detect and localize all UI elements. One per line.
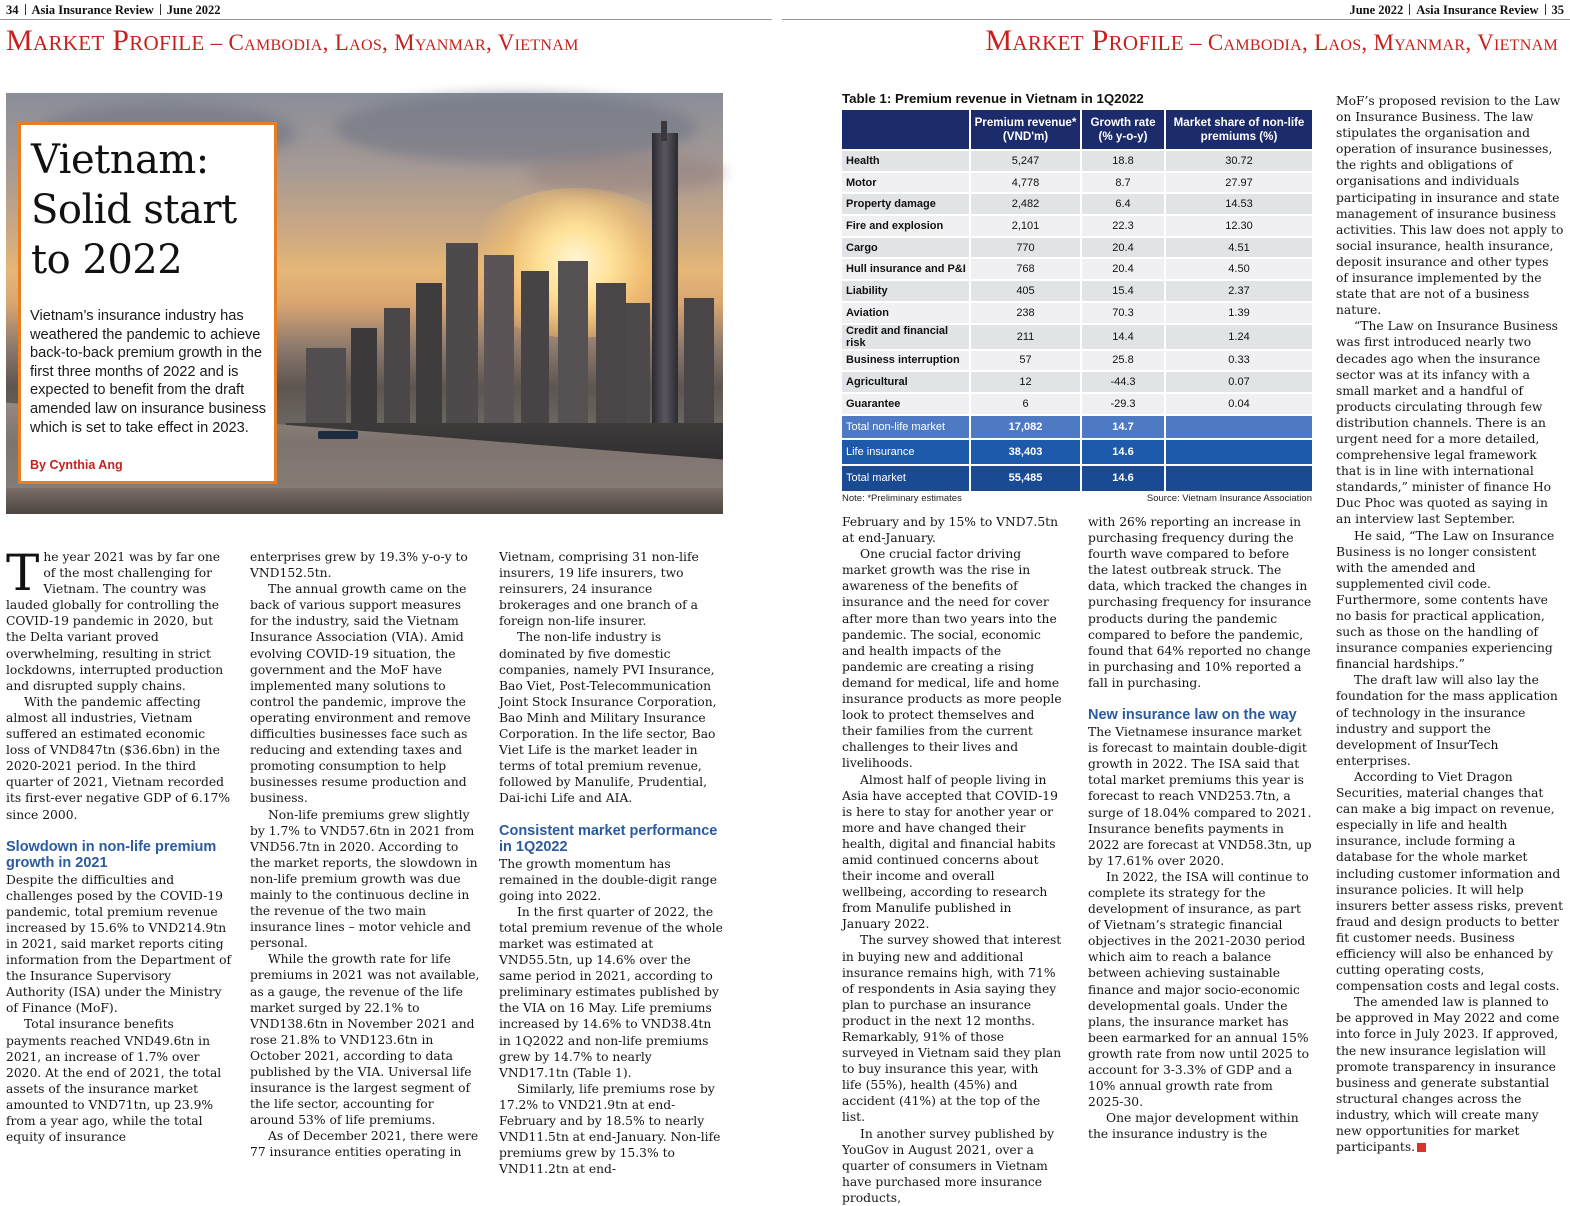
table-cell: 6 xyxy=(970,393,1081,415)
section-title-right: Market Profile – Cambodia, Laos, Myanmar, Vietnam xyxy=(985,24,1558,57)
table-cell: 38,403 xyxy=(970,439,1081,465)
text-column-5 xyxy=(1088,514,1312,1142)
table-cell: 22.3 xyxy=(1081,215,1165,237)
row-label-cell: Health xyxy=(842,150,970,172)
table-cell: 15.4 xyxy=(1081,280,1165,302)
section-title-left: Market Profile – Cambodia, Laos, Myanmar, Vietnam xyxy=(6,24,579,57)
page-number: 35 xyxy=(1551,3,1564,17)
folio-right xyxy=(1349,3,1564,18)
row-label-cell: Life insurance xyxy=(842,439,970,465)
row-label-cell: Guarantee xyxy=(842,393,970,415)
paragraph: he year 2021 was by far one of the most challenging for Vietnam. The country was lauded globally for controlling the COVID-19 pandemic in 2020, but the Delta variant proved overwhelming, resulting in strict lockdowns, interrupted production and disrupted supply chains. xyxy=(6,550,224,693)
paragraph: February and by 15% to VND7.5tn at end-January. xyxy=(842,515,1059,546)
table-cell: 238 xyxy=(970,302,1081,324)
table-cell: 1.24 xyxy=(1165,324,1312,350)
row-label-cell: Total market xyxy=(842,465,970,491)
table-row xyxy=(842,150,1312,172)
paragraph: enterprises grew by 19.3% y-o-y to VND152.5tn. xyxy=(250,550,468,581)
table-header-cell xyxy=(842,110,970,150)
row-label-cell: Motor xyxy=(842,172,970,194)
top-rule-right xyxy=(782,19,1570,20)
paragraph: The non-life industry is dominated by five domestic companies, namely PVI Insurance, Bao Viet, Post-Telecommunication Joint Stock Insurance Corporation, Bao Minh and Military Insurance Corporation. In the life sector, Bao Viet Life is the market leader in terms of total premium revenue, followed by Manulife, Prudential, Dai-ichi Life and AIA. xyxy=(499,630,717,806)
row-label-cell: Total non-life market xyxy=(842,415,970,439)
article-headline: Vietnam: Solid start to 2022 xyxy=(31,137,237,283)
table-source: Source: Vietnam Insurance Association xyxy=(1146,493,1312,504)
table-cell: 2,101 xyxy=(970,215,1081,237)
table-row xyxy=(842,172,1312,194)
table-cell: 20.4 xyxy=(1081,258,1165,280)
table-cell: 14.6 xyxy=(1081,465,1165,491)
paragraph: As of December 2021, there were 77 insurance entities operating in xyxy=(250,1129,479,1160)
row-label-cell: Aviation xyxy=(842,302,970,324)
paragraph: One crucial factor driving market growth was the rise in awareness of the benefits of insurance and the need for cover after more than two years into the pandemic. The social, economic and health impacts of the pandemic are creating a rising demand for medical, life and home insurance products as more people look to protect themselves and their families from the current challenges to their lives and livelihoods. xyxy=(842,547,1062,771)
table-cell: -29.3 xyxy=(1081,393,1165,415)
paragraph: Despite the difficulties and challenges posed by the COVID-19 pandemic, total premium revenue increased by 15.6% to VND214.9tn in 2021, said market reports citing information from the Department of the Insurance Supervisory Authority (ISA) under the Ministry of Finance (MoF). xyxy=(6,872,232,1016)
table-title: Table 1: Premium revenue in Vietnam in 1Q2022 xyxy=(842,91,1144,106)
top-rule-left xyxy=(0,19,772,20)
table-row xyxy=(842,393,1312,415)
paragraph: In 2022, the ISA will continue to complete its strategy for the development of insurance, as part of Vietnam’s strategic financial objectives in the 2021-2030 period which aim to reach a balance between achieving sustainable finance and major socio-economic developmental goals. Under the plans, the insurance market has been earmarked for an annual 15% growth rate from now until 2025 to account for 3-3.3% of GDP and a 10% annual growth rate from 2025-30. xyxy=(1088,869,1310,1110)
table-cell: 405 xyxy=(970,280,1081,302)
table-cell: 1.39 xyxy=(1165,302,1312,324)
table-cell: 70.3 xyxy=(1081,302,1165,324)
row-label-cell: Hull insurance and P&I xyxy=(842,258,970,280)
paragraph: Total insurance benefits payments reached VND49.6tn in 2021, an increase of 1.7% over 2020. At the end of 2021, the total assets of the insurance market amounted to VND71tn, up 23.9% from a year ago, while the total equity of insurance xyxy=(6,1017,222,1145)
table-cell: 768 xyxy=(970,258,1081,280)
table-total-row xyxy=(842,439,1312,465)
table-cell: 20.4 xyxy=(1081,237,1165,259)
table-cell: 4,778 xyxy=(970,172,1081,194)
paragraph: In another survey published by YouGov in August 2021, over a quarter of consumers in Vietnam have purchased more insurance products, xyxy=(842,1126,1055,1205)
subheading: New insurance law on the way xyxy=(1088,707,1297,724)
table-cell: 4.50 xyxy=(1165,258,1312,280)
paragraph: He said, “The Law on Insurance Business is no longer consistent with the amended and supplemented civil code. Furthermore, some contents have no basis for practical application, such as those on the handling of insurance companies experiencing financial hardships.” xyxy=(1336,528,1555,672)
table-total-row xyxy=(842,415,1312,439)
paragraph: The draft law will also lay the foundation for the mass application of technology in the insurance industry and support the development of InsurTech enterprises. xyxy=(1336,673,1558,768)
table-cell: 14.4 xyxy=(1081,324,1165,350)
paragraph: In the first quarter of 2022, the total premium revenue of the whole market was estimated at VND55.5tn, up 14.6% over the same period in 2021, according to preliminary estimates published by the VIA on 16 May. Life premiums increased by 14.6% to VND38.4tn in 1Q2022 and non-life premiums grew by 14.7% to nearly VND17.1tn (Table 1). xyxy=(499,904,723,1080)
table-cell: 211 xyxy=(970,324,1081,350)
end-of-article-icon xyxy=(1417,1143,1426,1152)
table-cell: 770 xyxy=(970,237,1081,259)
paragraph: One major development within the insurance industry is the xyxy=(1088,1111,1299,1142)
text-column-3 xyxy=(499,549,725,1177)
text-column-4 xyxy=(842,514,1062,1205)
paragraph: Vietnam, comprising 31 non-life insurers, 19 life insurers, two reinsurers, 24 insurance brokerages and one branch of a foreign non-life insurer. xyxy=(499,550,699,629)
magazine-name: Asia Insurance Review xyxy=(31,3,154,17)
table-row xyxy=(842,371,1312,393)
paragraph: The annual growth came on the back of various support measures for the industry, said the Vietnam Insurance Association (VIA). Amid evolving COVID-19 situation, the government and the MoF have implemented many solutions to control the pandemic, improve the operating environment and remove difficulties businesses face such as reducing and extending taxes and promoting consumption to help businesses resume production and business. xyxy=(250,582,471,806)
table-row xyxy=(842,193,1312,215)
table-row xyxy=(842,237,1312,259)
table-cell xyxy=(1165,465,1312,491)
article-title-box xyxy=(18,122,277,484)
article-standfirst: Vietnam’s insurance industry has weathered the pandemic to achieve back-to-back premium growth in the first three months of 2022 and is expected to benefit from the draft amended law on insurance business which is set to take effect in 2023. xyxy=(30,308,267,436)
premium-table xyxy=(842,110,1312,491)
table-header-cell: Market share of non-life premiums (%) xyxy=(1165,110,1312,150)
paragraph: with 26% reporting an increase in purchasing frequency during the fourth wave compared to before the latest outbreak struck. The data, which tracked the changes in purchasing frequency for insurance products during the pandemic compared to before the pandemic, found that 64% reported no change in purchasing and 10% reported a fall in purchasing. xyxy=(1088,515,1312,690)
table-cell: 12 xyxy=(970,371,1081,393)
subheading: Consistent market performance in 1Q2022 xyxy=(499,822,718,855)
magazine-name: Asia Insurance Review xyxy=(1416,3,1539,17)
folio-left xyxy=(6,3,221,18)
table-row xyxy=(842,302,1312,324)
table-total-row xyxy=(842,465,1312,491)
row-label-cell: Credit and financial risk xyxy=(842,324,970,350)
table-cell: 30.72 xyxy=(1165,150,1312,172)
text-column-6 xyxy=(1336,93,1564,1155)
table-cell: -44.3 xyxy=(1081,371,1165,393)
row-label-cell: Cargo xyxy=(842,237,970,259)
table-header-row xyxy=(842,110,1312,150)
table-cell: 18.8 xyxy=(1081,150,1165,172)
paragraph: Non-life premiums grew slightly by 1.7% to VND57.6tn in 2021 from VND56.7tn in 2020. According to the market reports, the slowdown in non-life premium growth was due mainly to the continuous decline in the revenue of the two main insurance lines – motor vehicle and personal. xyxy=(250,807,478,951)
table-header-cell: Premium revenue* (VND'm) xyxy=(970,110,1081,150)
issue-date: June 2022 xyxy=(166,3,221,17)
paragraph: The amended law is planned to be approved in May 2022 and come into force in July 2023. If approved, the new insurance legislation will promote transparency in insurance business and generate substantial structural changes across the industry, which will create many new opportunities for market participants. xyxy=(1336,995,1560,1155)
table-cell: 25.8 xyxy=(1081,350,1165,372)
row-label-cell: Liability xyxy=(842,280,970,302)
table-row xyxy=(842,350,1312,372)
table-cell: 12.30 xyxy=(1165,215,1312,237)
table-row xyxy=(842,258,1312,280)
paragraph: “The Law on Insurance Business was first introduced nearly two decades ago when the insurance sector was at its infancy with a small market and a handful of products circulating through few distribution channels. There is an urgent need for a more detailed, comprehensive legal framework that is in line with international standards,” minister of finance Ho Duc Phoc was quoted as saying in an interview last September. xyxy=(1336,319,1558,527)
table-row xyxy=(842,324,1312,350)
paragraph: The survey showed that interest in buying new and additional insurance remains high, with 71% of respondents in Asia saying they plan to purchase an insurance product in the next 12 months. Remarkably, 91% of those surveyed in Vietnam said they plan to buy insurance this year, with life (55%), health (45%) and accident (41%) at the top of the list. xyxy=(842,933,1062,1125)
paragraph: Similarly, life premiums rose by 17.2% to VND21.9tn at end-February and by 18.5% to nearly VND11.5tn at end-January. Non-life premiums grew by 15.3% to VND11.2tn at end- xyxy=(499,1081,721,1177)
row-label-cell: Business interruption xyxy=(842,350,970,372)
row-label-cell: Property damage xyxy=(842,193,970,215)
table-cell: 14.7 xyxy=(1081,415,1165,439)
table-header-cell: Growth rate (% y-o-y) xyxy=(1081,110,1165,150)
table-cell: 14.53 xyxy=(1165,193,1312,215)
paragraph: While the growth rate for life premiums in 2021 was not available, as a gauge, the revenue of the life market surged by 22.1% to VND138.6tn in November 2021 and rose 21.8% to VND123.6tn in October 2021, according to data published by the VIA. Universal life insurance is the largest segment of the life sector, accounting for around 53% of life premiums. xyxy=(250,952,480,1128)
row-label-cell: Fire and explosion xyxy=(842,215,970,237)
table-cell: 0.07 xyxy=(1165,371,1312,393)
table-cell: 55,485 xyxy=(970,465,1081,491)
table-cell: 6.4 xyxy=(1081,193,1165,215)
table-cell: 4.51 xyxy=(1165,237,1312,259)
table-cell: 17,082 xyxy=(970,415,1081,439)
paragraph: According to Viet Dragon Securities, material changes that can make a big impact on revenue, especially in life and health insurance, include forming a database for the whole market including customer information and insurance policies. It will help insurers better assess risks, prevent fraud and design products to better fit customer needs. Business efficiency will also be enhanced by cutting operating costs, compensation costs and legal costs. xyxy=(1336,769,1564,994)
table-note: Note: *Preliminary estimates xyxy=(842,493,962,504)
paragraph: Almost half of people living in Asia have accepted that COVID-19 is here to stay for another year or more and have changed their health, digital and financial habits amid continued concerns about their income and overall wellbeing, according to research from Manulife published in January 2022. xyxy=(842,772,1058,932)
table-cell: 0.33 xyxy=(1165,350,1312,372)
table-cell: 2.37 xyxy=(1165,280,1312,302)
table-cell: 0.04 xyxy=(1165,393,1312,415)
table-cell: 57 xyxy=(970,350,1081,372)
table-cell: 8.7 xyxy=(1081,172,1165,194)
table-cell: 14.6 xyxy=(1081,439,1165,465)
table-cell xyxy=(1165,415,1312,439)
paragraph: The Vietnamese insurance market is forecast to maintain double-digit growth in 2022. The ISA said that total market premiums this year is forecast to reach VND253.7tn, a surge of 18.04% compared to 2021. Insurance benefits payments in 2022 are forecast at VND58.3tn, up by 17.61% over 2020. xyxy=(1088,725,1312,868)
paragraph: With the pandemic affecting almost all industries, Vietnam suffered an estimated economic loss of VND847tn ($36.6bn) in the 2020-2021 period. In the third quarter of 2021, Vietnam recorded its first-ever negative GDP of 6.17% since 2000. xyxy=(6,694,231,822)
table-row xyxy=(842,280,1312,302)
article-byline: By Cynthia Ang xyxy=(30,458,123,472)
table-cell: 5,247 xyxy=(970,150,1081,172)
table-cell: 2,482 xyxy=(970,193,1081,215)
subheading: Slowdown in non-life premium growth in 2021 xyxy=(6,838,217,871)
paragraph: MoF’s proposed revision to the Law on Insurance Business. The law stipulates the organisation and operation of insurance businesses, the rights and obligations of organisations and individuals participating in insurance and state management of insurance business activities. This law does not apply to social insurance, health insurance, deposit insurance and other types of insurance implemented by the state that are not of a business nature. xyxy=(1336,94,1564,318)
row-label-cell: Agricultural xyxy=(842,371,970,393)
text-column-2 xyxy=(250,549,480,1160)
drop-cap: T xyxy=(6,544,40,602)
text-column-1 xyxy=(6,544,232,1145)
table-cell: 27.97 xyxy=(1165,172,1312,194)
issue-date: June 2022 xyxy=(1349,3,1404,17)
page-number: 34 xyxy=(6,3,19,17)
table-cell xyxy=(1165,439,1312,465)
table-row xyxy=(842,215,1312,237)
paragraph: The growth momentum has remained in the double-digit range going into 2022. xyxy=(499,856,718,903)
